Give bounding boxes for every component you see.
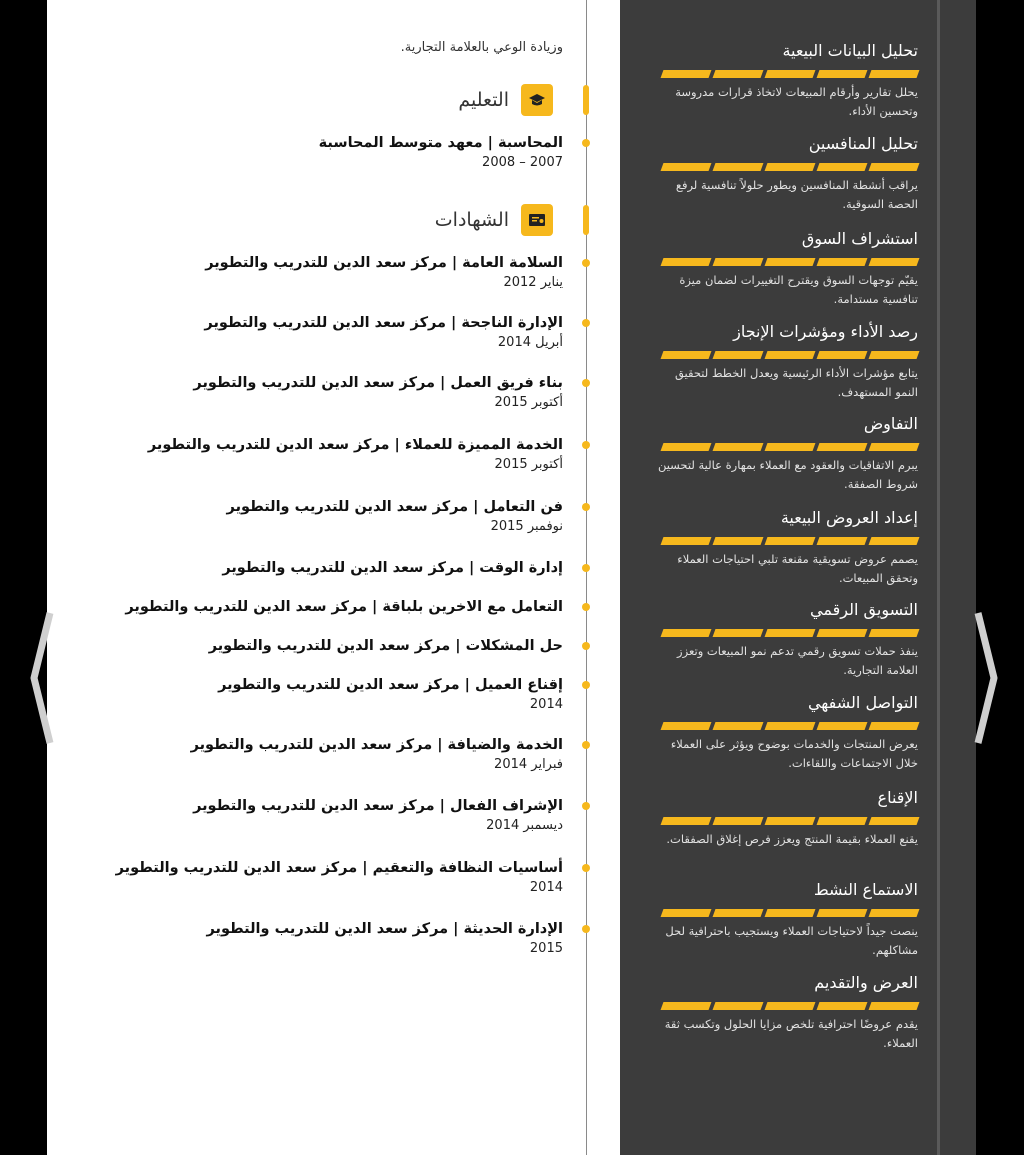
skill-level-segment	[869, 909, 920, 917]
skill-level-meter	[662, 817, 918, 825]
skill-level-meter	[662, 443, 918, 451]
timeline-dot	[582, 139, 590, 147]
skill-level-segment	[713, 443, 764, 451]
skill-title: تحليل المنافسين	[808, 134, 918, 153]
skill-level-meter	[662, 909, 918, 917]
graduation-cap-icon	[521, 84, 553, 116]
skill-level-segment	[765, 722, 816, 730]
skill-level-segment	[869, 443, 920, 451]
skill-level-segment	[661, 258, 712, 266]
skill-level-segment	[713, 629, 764, 637]
certificate-entry	[120, 253, 563, 293]
skill-level-segment	[713, 909, 764, 917]
skill-level-meter	[662, 629, 918, 637]
skill-level-meter	[662, 722, 918, 730]
skill-title: الاستماع النشط	[813, 880, 918, 899]
skill-level-meter	[662, 70, 918, 78]
skill-level-segment	[661, 70, 712, 78]
skill-level-segment	[817, 163, 868, 171]
certificates-section-header	[330, 203, 553, 237]
certificate-entry	[120, 558, 563, 578]
skill-level-segment	[713, 817, 764, 825]
entry-title: التعامل مع الاخرين بلباقة | مركز سعد الدين للتدريب والتطوير	[125, 599, 563, 615]
skill-level-segment	[661, 1002, 712, 1010]
timeline-dot	[582, 564, 590, 572]
sidebar-edge-divider	[937, 0, 940, 1155]
timeline-dot	[582, 319, 590, 327]
skill-level-segment	[661, 817, 712, 825]
skill-level-segment	[713, 537, 764, 545]
skill-title: التفاوض	[863, 414, 918, 433]
skill-title: استشراف السوق	[801, 229, 918, 248]
skill-level-segment	[661, 537, 712, 545]
timeline-dot	[582, 603, 590, 611]
skill-level-segment	[817, 258, 868, 266]
skill-description: يعرض المنتجات والخدمات بوضوح ويؤثر على العملاء خلال الاجتماعات واللقاءات.	[670, 737, 918, 770]
entry-date: ديسمبر 2014	[486, 818, 563, 833]
entry-title: الخدمة والضيافة | مركز سعد الدين للتدريب والتطوير	[190, 737, 563, 753]
timeline-dot	[582, 441, 590, 449]
entry-title: أساسيات النظافة والتعقيم | مركز سعد الدين للتدريب والتطوير	[115, 860, 563, 876]
skill-level-segment	[817, 817, 868, 825]
skill-item	[650, 40, 918, 121]
timeline-dot	[582, 802, 590, 810]
skill-description: يقنع العملاء بقيمة المنتج ويعزز فرص إغلاق الصفقات.	[666, 832, 918, 846]
skill-level-meter	[662, 351, 918, 359]
skill-description: يبرم الاتفاقيات والعقود مع العملاء بمهارة عالية لتحسين شروط الصفقة.	[657, 458, 918, 491]
entry-title: حل المشكلات | مركز سعد الدين للتدريب والتطوير	[208, 638, 563, 654]
timeline-dot	[582, 925, 590, 933]
skill-title: إعداد العروض البيعية	[780, 508, 918, 527]
entry-title: الإدارة الناجحة | مركز سعد الدين للتدريب والتطوير	[204, 315, 563, 331]
entry-date: 2015	[529, 941, 563, 956]
skill-level-segment	[661, 722, 712, 730]
skill-level-segment	[869, 351, 920, 359]
certificate-entry	[120, 919, 563, 959]
next-page-arrow-icon[interactable]	[970, 608, 1000, 748]
certificate-entry	[120, 636, 563, 656]
skill-title: العرض والتقديم	[814, 973, 918, 992]
skill-item	[650, 507, 918, 588]
previous-page-arrow-icon[interactable]	[28, 608, 58, 748]
entry-title: الخدمة المميزة للعملاء | مركز سعد الدين للتدريب والتطوير	[147, 437, 563, 453]
certificate-entry	[115, 858, 563, 898]
skill-item	[650, 599, 918, 680]
skill-description: يقيّم توجهات السوق ويقترح التغييرات لضمان ميزة تنافسية مستدامة.	[679, 273, 918, 306]
timeline-dot	[582, 642, 590, 650]
certificate-entry	[120, 373, 563, 413]
skill-level-segment	[765, 443, 816, 451]
skill-title: رصد الأداء ومؤشرات الإنجاز	[733, 322, 918, 341]
entry-date: فبراير 2014	[494, 757, 563, 772]
education-title: التعليم	[458, 89, 509, 111]
skill-level-segment	[713, 258, 764, 266]
skill-description: يحلل تقارير وأرقام المبيعات لاتخاذ قرارات مدروسة وتحسين الأداء.	[675, 85, 918, 118]
skill-level-segment	[661, 629, 712, 637]
entry-date: 2014	[529, 880, 563, 895]
skill-description: يتابع مؤشرات الأداء الرئيسية ويعدل الخطط لتحقيق النمو المستهدف.	[674, 366, 918, 399]
skill-item	[650, 972, 918, 1053]
skill-item	[650, 321, 918, 402]
skill-level-meter	[662, 1002, 918, 1010]
certificates-title: الشهادات	[434, 209, 509, 231]
skill-title: الإقناع	[877, 788, 918, 807]
timeline-dot	[582, 259, 590, 267]
skill-level-segment	[765, 537, 816, 545]
certificate-entry	[120, 435, 563, 475]
skill-level-segment	[817, 909, 868, 917]
skill-title: التواصل الشفهي	[807, 693, 918, 712]
skill-level-segment	[869, 722, 920, 730]
timeline-line	[586, 0, 587, 1155]
certificate-entry	[120, 735, 563, 775]
skill-item	[650, 787, 918, 849]
skill-item	[650, 879, 918, 960]
section-marker	[583, 85, 589, 115]
skill-level-segment	[869, 163, 920, 171]
skill-level-segment	[765, 817, 816, 825]
skill-description: ينصت جيداً لاحتياجات العملاء ويستجيب باحترافية لحل مشاكلهم.	[665, 924, 918, 957]
entry-title: الإدارة الحديثة | مركز سعد الدين للتدريب والتطوير	[206, 921, 563, 937]
skill-level-segment	[817, 537, 868, 545]
skill-level-meter	[662, 258, 918, 266]
entry-date: أكتوبر 2015	[494, 395, 563, 410]
skill-description: يقدم عروضًا احترافية تلخص مزايا الحلول وتكسب ثقة العملاء.	[664, 1017, 918, 1050]
certificate-entry	[120, 796, 563, 836]
skill-level-segment	[869, 1002, 920, 1010]
certificate-entry	[120, 313, 563, 353]
skill-level-segment	[661, 443, 712, 451]
timeline-dot	[582, 503, 590, 511]
skill-level-segment	[765, 163, 816, 171]
skill-level-segment	[817, 1002, 868, 1010]
skill-level-segment	[817, 629, 868, 637]
certificate-icon	[521, 204, 553, 236]
skill-level-segment	[765, 351, 816, 359]
entry-title: إقناع العميل | مركز سعد الدين للتدريب والتطوير	[218, 677, 563, 693]
skill-level-segment	[661, 351, 712, 359]
intro-text: وزيادة الوعي بالعلامة التجارية.	[400, 40, 563, 55]
entry-title: بناء فريق العمل | مركز سعد الدين للتدريب والتطوير	[193, 375, 563, 391]
entry-title: الإشراف الفعال | مركز سعد الدين للتدريب والتطوير	[193, 798, 563, 814]
entry-date: 2014	[529, 697, 563, 712]
skill-item	[650, 413, 918, 494]
skill-level-segment	[869, 258, 920, 266]
skill-level-segment	[765, 629, 816, 637]
skill-description: يصمم عروض تسويقية مقنعة تلبي احتياجات العملاء وتحقق المبيعات.	[677, 552, 918, 585]
timeline-dot	[582, 379, 590, 387]
certificate-entry	[120, 675, 563, 715]
entry-title: المحاسبة | معهد متوسط المحاسبة	[318, 135, 563, 151]
skill-item	[650, 133, 918, 214]
skill-level-segment	[869, 817, 920, 825]
skill-level-segment	[765, 909, 816, 917]
skill-level-segment	[713, 70, 764, 78]
entry-title: السلامة العامة | مركز سعد الدين للتدريب والتطوير	[205, 255, 563, 271]
entry-date: أبريل 2014	[497, 335, 563, 350]
skill-title: تحليل البيانات البيعية	[782, 41, 918, 60]
skill-level-segment	[713, 163, 764, 171]
skill-item	[650, 692, 918, 773]
skill-level-segment	[869, 537, 920, 545]
certificate-entry	[120, 597, 563, 617]
skill-level-meter	[662, 537, 918, 545]
skill-level-segment	[661, 163, 712, 171]
timeline-dot	[582, 681, 590, 689]
education-entry	[120, 133, 563, 173]
skill-item	[650, 228, 918, 309]
skill-level-segment	[765, 1002, 816, 1010]
skill-description: ينفذ حملات تسويق رقمي تدعم نمو المبيعات وتعزز العلامة التجارية.	[677, 644, 918, 677]
skill-level-segment	[817, 70, 868, 78]
timeline-dot	[582, 741, 590, 749]
section-marker	[583, 205, 589, 235]
skill-level-segment	[817, 351, 868, 359]
skill-level-segment	[765, 258, 816, 266]
skill-level-segment	[713, 1002, 764, 1010]
skill-level-segment	[817, 722, 868, 730]
skill-level-segment	[661, 909, 712, 917]
entry-date: أكتوبر 2015	[494, 457, 563, 472]
skill-level-segment	[869, 629, 920, 637]
skill-level-segment	[713, 722, 764, 730]
skill-level-segment	[713, 351, 764, 359]
skill-level-segment	[817, 443, 868, 451]
skill-level-segment	[869, 70, 920, 78]
certificate-entry	[120, 497, 563, 537]
entry-title: فن التعامل | مركز سعد الدين للتدريب والتطوير	[226, 499, 563, 515]
timeline-dot	[582, 864, 590, 872]
education-section-header	[330, 83, 553, 117]
entry-date: يناير 2012	[503, 275, 563, 290]
skill-level-meter	[662, 163, 918, 171]
skill-title: التسويق الرقمي	[810, 600, 918, 619]
entry-date: 2007 – 2008	[482, 155, 563, 170]
skill-description: يراقب أنشطة المنافسين ويطور حلولاً تنافسية لرفع الحصة السوقية.	[675, 178, 918, 211]
entry-date: نوفمبر 2015	[490, 519, 563, 534]
entry-title: إدارة الوقت | مركز سعد الدين للتدريب والتطوير	[222, 560, 563, 576]
skill-level-segment	[765, 70, 816, 78]
